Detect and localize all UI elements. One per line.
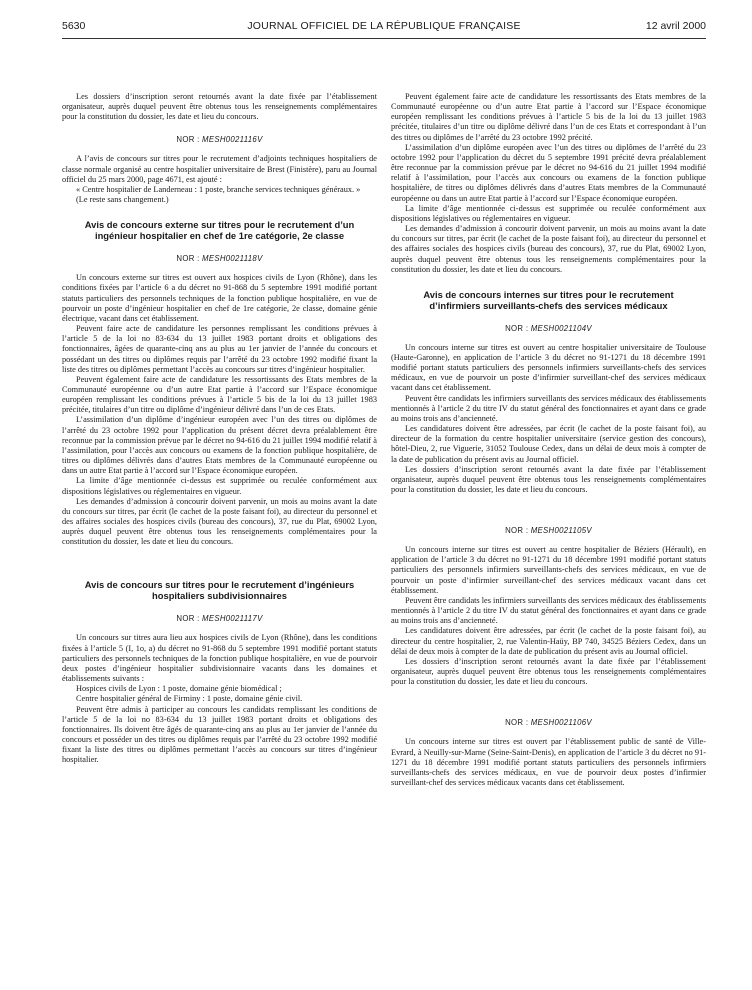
nor-label: NOR : [176,135,200,145]
nor-code: MESH0021104V [530,323,592,333]
paragraph: Un concours interne sur titres est ouvert au centre hospitalier universitaire de Toulouse (Haute-Garonne), en application de l’article 3 du décret no 91-1271 du 18 décembre 1991 modifié portant statuts particuliers des personnels infirmiers surveillants-chefs des services médicaux, en vue de pourvoir un poste d’infirmier surveillant-chef des services médicaux vacant dans cet établissement. [391,342,706,393]
paragraph: Hospices civils de Lyon : 1 poste, domaine génie biomédical ; [76,684,282,694]
nor-code: MESH0021118V [202,254,263,264]
section-gap [391,687,706,705]
paragraph: Peuvent faire acte de candidature les personnes remplissant les conditions prévues à l’article 5 de la loi no 83-634 du 13 juillet 1983 portant droits et obligations des fonctionnaires, âgées de quarante-cinq ans au plus au 1er janvier de l’année du concours et possédant un des titres ou diplômes requis par l’arrêté du 23 octobre 1992 modifié fixant la liste des titres ou diplômes permettant l’accès au concours sur titres d’ingénieur hospitalier. [62,324,377,374]
page-number: 5630 [62,20,86,32]
paragraph: Peuvent également faire acte de candidature les ressortissants des Etats membres de la Communauté européenne ou d’un autre Etat partie à l’accord sur l’Espace économique européen remplissant les conditions prévues à l’article 5 bis de la loi du 13 juillet 1983 précitée, titulaires d’un titre ou diplôme délivré dans l’un de ces Etats et correspondant à l’un des titres ou diplômes de l’arrêté du 23 octobre 1992 précité. [391,92,706,142]
nor-code: MESH0021105V [530,526,592,536]
nor-reference [391,718,706,727]
left-column [62,92,377,982]
nor-label: NOR : [505,718,529,728]
publication-date: 12 avril 2000 [645,20,706,32]
paragraph: « Centre hospitalier de Landerneau : 1 poste, branche services techniques généraux. » [76,184,361,194]
nor-reference [391,526,706,535]
notice-heading: Avis de concours externe sur titres pour le recrutement d’un ingénieur hospitalier en chef de 1re catégorie, 2e classe [84,219,355,242]
paragraph: Peuvent être admis à participer au concours les candidats remplissant les conditions de l’article 5 de la loi no 83-634 du 13 juillet 1983 portant droits et obligations des fonctionnaires. Ils doivent être âgés de quarante-cinq ans au plus au 1er janvier de l’année du concours et posséder un des titres ou diplômes requis par l’arrêté du 23 octobre 1992 modifié fixant la liste des titres ou diplômes permettant l’accès au concours sur titres d’ingénieur hospitalier. [62,704,377,765]
nor-reference [62,254,377,263]
paragraph: Les demandes d’admission à concourir doivent parvenir, un mois au moins avant la date du concours sur titres, par écrit (le cachet de la poste faisant foi), au directeur du personnel et des affaires sociales des hospices civils (bureau des concours), 37, rue du Plat, 69002 Lyon, auprès duquel peuvent être obtenus tous les renseignements complémentaires pour la constitution du dossier, les date et lieu du concours. [391,224,706,274]
nor-code: MESH0021117V [202,614,263,624]
page-header [62,20,706,36]
paragraph: Un concours interne sur titres est ouvert par l’établissement public de santé de Ville-Evrard, à Neuilly-sur-Marne (Seine-Saint-Denis), en application de l’article 3 du décret no 91-1271 du 18 décembre 1991 modifié portant statuts particuliers des personnels infirmiers surveillants-chefs des services médicaux, en vue de pourvoir deux postes d’infirmier surveillant-chef des services médicaux vacants dans cet établissement. [391,737,706,787]
text-columns [62,92,706,982]
paragraph: La limite d’âge mentionnée ci-dessus est supprimée ou reculée conformément aux dispositions législatives ou réglementaires en vigueur. [391,203,706,223]
header-rule [62,38,706,39]
paragraph: Peuvent être candidats les infirmiers surveillants des services médicaux des établissements mentionnés à l’article 2 du titre IV du statut général des fonctionnaires et ayant dans ce grade au moins trois ans d’ancienneté. [391,595,706,626]
paragraph: (Le reste sans changement.) [76,195,169,205]
paragraph: A l’avis de concours sur titres pour le recrutement d’adjoints techniques hospitaliers de classe normale organisé au centre hospitalier universitaire de Brest (Finistère), paru au Journal officiel du 25 mars 2000, page 4671, est ajouté : [62,154,377,184]
nor-label: NOR : [505,526,529,536]
nor-reference [62,135,377,144]
paragraph: Les demandes d’admission à concourir doivent parvenir, un mois au moins avant la date du concours sur titres, par écrit (le cachet de la poste faisant foi), au directeur du personnel et des affaires sociales des hospices civils (bureau des concours), 37, rue du Plat, 69002 Lyon, auprès duquel peuvent être obtenus tous les renseignements complémentaires pour la constitution du dossier, les date et lieu du concours. [62,496,377,547]
notice-heading: Avis de concours sur titres pour le recrutement d’ingénieurs hospitaliers subdivisionnaires [84,579,355,602]
section-gap [391,495,706,513]
nor-reference [62,614,377,623]
nor-label: NOR : [176,614,200,624]
notice-heading: Avis de concours internes sur titres pour le recrutement d’infirmiers surveillants-chefs des services médicaux [423,288,674,311]
paragraph: Les dossiers d’inscription seront retournés avant la date fixée par l’établissement organisateur, auprès duquel peuvent être obtenus tous les renseignements complémentaires pour la constitution du dossier, les date et lieu du concours. [62,92,377,122]
paragraph: La limite d’âge mentionnée ci-dessus est supprimée ou reculée conformément aux dispositions législatives ou réglementaires en vigueur. [62,476,377,496]
nor-code: MESH0021106V [530,718,592,728]
paragraph: Un concours externe sur titres est ouvert aux hospices civils de Lyon (Rhône), dans les conditions fixées par l’article 6 a du décret no 91-868 du 5 septembre 1991 modifié portant statuts particuliers des personnels techniques de la fonction publique hospitalière, en vue de pourvoir un poste d’ingénieur hospitalier en chef de 1re catégorie, 2e classe, domaine génie électrique, vacant dans cet établissement. [62,273,377,323]
section-gap [62,547,377,565]
nor-label: NOR : [505,323,529,333]
nor-reference [391,324,706,333]
journal-title: JOURNAL OFFICIEL DE LA RÉPUBLIQUE FRANÇAISE [247,20,521,32]
paragraph: Un concours sur titres aura lieu aux hospices civils de Lyon (Rhône), dans les conditions fixées à l’article 5 (I, 1o, a) du décret no 91-868 du 5 septembre 1991 modifié portant statuts particuliers des personnels techniques de la fonction publique hospitalière, en vue de pourvoir deux postes d’ingénieur hospitalier subdivisionnaire vacants dans les domaines et établissements suivants : [62,633,377,684]
right-column [391,92,706,982]
nor-label: NOR : [176,254,200,264]
paragraph: L’assimilation d’un diplôme européen avec l’un des titres ou diplômes de l’arrêté du 23 octobre 1992 pour l’application du décret du 5 septembre 1991 précité devra préalablement être reconnue par la commission prévue par le décret no 94-616 du 21 juillet 1994 modifié relatif à l’assimilation, pour l’accès aux concours ou examens de la fonction publique hospitalière, de titres ou diplômes délivrés dans d’autres Etats membres de la Communauté européenne ou dans un autre Etat partie à l’accord sur l’Espace économique européen. [391,142,706,203]
nor-code: MESH0021116V [202,135,263,145]
paragraph: Les candidatures doivent être adressées, par écrit (le cachet de la poste faisant foi), au directeur de la formation du centre hospitalier universitaire (service gestion des concours), hôtel-Dieu, 2, rue Viguerie, 31052 Toulouse Cedex, dans un délai de deux mois à compter de la date de publication du présent avis au Journal officiel. [391,424,706,464]
paragraph: Centre hospitalier général de Firminy : 1 poste, domaine génie civil. [76,694,303,704]
paragraph: Les dossiers d’inscription seront retournés avant la date fixée par l’établissement organisateur, auprès duquel peuvent être obtenus tous les renseignements complémentaires pour la constitution du dossier, les date et lieu du concours. [391,656,706,687]
paragraph: Peuvent également faire acte de candidature les ressortissants des Etats membres de la Communauté européenne ou d’un autre Etat partie à l’accord sur l’Espace économique européen remplissant les conditions prévues à l’article 5 bis de la loi du 13 juillet 1983 précitée, titulaires d’un titre ou diplôme d’ingénieur délivré dans l’un de ces Etats. [62,374,377,415]
paragraph: L’assimilation d’un diplôme d’ingénieur européen avec l’un des titres ou diplômes de l’arrêté du 23 octobre 1992 pour l’application du présent décret devra préalablement être reconnue par la commission prévue par le décret no 94-616 du 21 juillet 1994 modifié relatif à l’assimilation, pour l’accès aux concours ou examens de la fonction publique hospitalière, de titres ou diplômes délivrés dans d’autres Etats membres de la Communauté européenne ou dans un autre Etat partie à l’accord sur l’Espace économique européen. [62,415,377,476]
paragraph: Les dossiers d’inscription seront retournés avant la date fixée par l’établissement organisateur, auprès duquel peuvent être obtenus tous les renseignements complémentaires pour la constitution du dossier, les date et lieu du concours. [391,464,706,494]
paragraph: Peuvent être candidats les infirmiers surveillants des services médicaux des établissements mentionnés à l’article 2 du titre IV du statut général des fonctionnaires et ayant dans ce grade au moins trois ans d’ancienneté. [391,393,706,423]
paragraph: Un concours interne sur titres est ouvert au centre hospitalier de Béziers (Hérault), en application de l’article 3 du décret no 91-1271 du 18 décembre 1991 modifié portant statuts particuliers des personnels infirmiers surveillants-chefs des services médicaux, en vue de pourvoir un poste d’infirmier surveillant-chef des services médicaux vacant dans cet établissement. [391,545,706,595]
paragraph: Les candidatures doivent être adressées, par écrit (le cachet de la poste faisant foi), au directeur du centre hospitalier, 2, rue Valentin-Haüy, BP 740, 34525 Béziers Cedex, dans un délai de deux mois à compter de la date de publication du présent avis au Journal officiel. [391,626,706,656]
